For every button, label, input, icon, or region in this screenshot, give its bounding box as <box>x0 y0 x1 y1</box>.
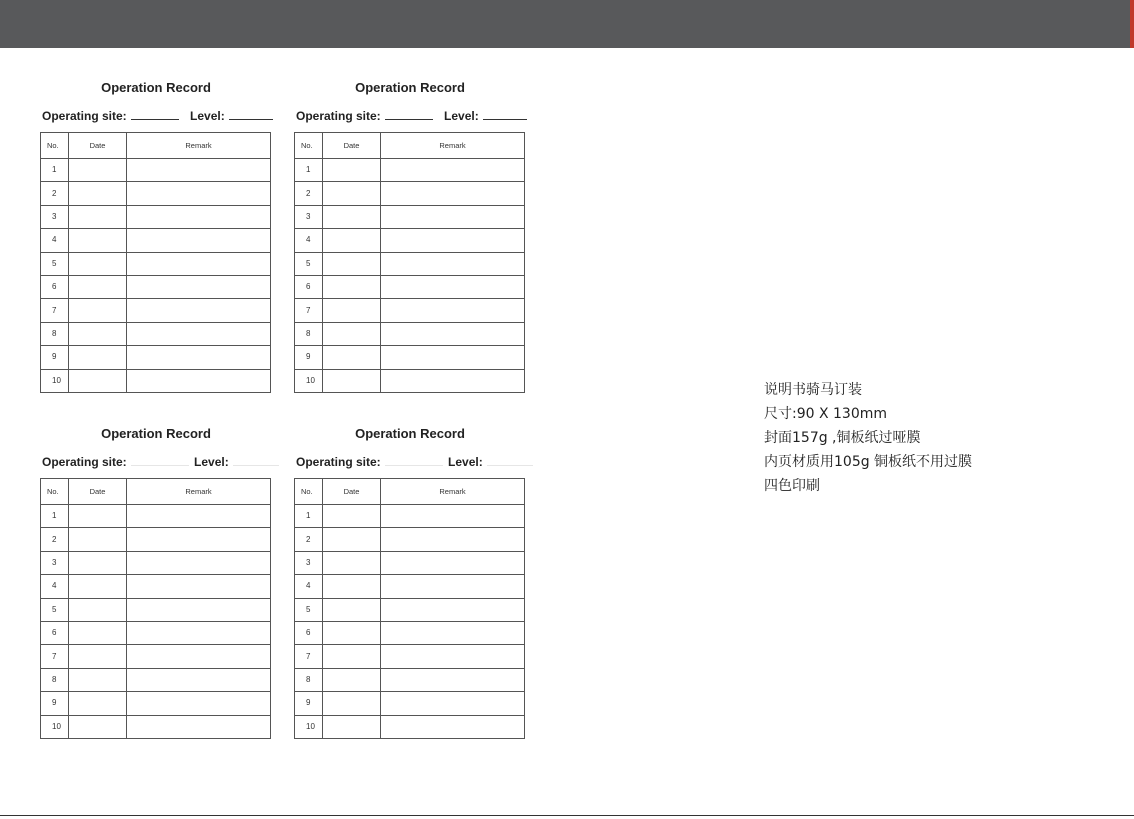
level-label: Level: <box>194 455 229 469</box>
record-fields <box>296 455 526 470</box>
date-cell[interactable] <box>69 299 127 322</box>
row-number: 7 <box>295 299 323 322</box>
table-row <box>41 528 271 551</box>
table-row <box>41 229 271 252</box>
row-number: 2 <box>295 182 323 205</box>
table-row <box>295 322 525 345</box>
row-number: 1 <box>41 159 69 182</box>
remark-cell[interactable] <box>127 252 271 275</box>
date-cell[interactable] <box>323 668 381 691</box>
row-number: 8 <box>295 668 323 691</box>
remark-cell[interactable] <box>127 528 271 551</box>
table-row <box>295 645 525 668</box>
column-header-date: Date <box>69 479 127 505</box>
header-accent-stripe <box>1130 0 1134 48</box>
remark-cell[interactable] <box>127 299 271 322</box>
table-row <box>41 346 271 369</box>
record-fields <box>296 109 526 124</box>
date-cell[interactable] <box>69 369 127 392</box>
column-header-date: Date <box>323 133 381 159</box>
date-cell[interactable] <box>323 715 381 738</box>
remark-cell[interactable] <box>127 205 271 228</box>
operating-site-label: Operating site: <box>42 455 127 469</box>
date-cell[interactable] <box>69 528 127 551</box>
table-row <box>295 692 525 715</box>
record-title: Operation Record <box>355 426 465 441</box>
table-row <box>295 159 525 182</box>
date-cell[interactable] <box>69 252 127 275</box>
remark-cell[interactable] <box>127 715 271 738</box>
column-header-no: No. <box>41 479 69 505</box>
date-cell[interactable] <box>69 346 127 369</box>
row-number: 5 <box>41 252 69 275</box>
remark-cell[interactable] <box>127 229 271 252</box>
row-number: 4 <box>41 575 69 598</box>
level-label: Level: <box>448 455 483 469</box>
remark-cell[interactable] <box>381 505 525 528</box>
row-number: 10 <box>295 715 323 738</box>
column-header-no: No. <box>295 133 323 159</box>
remark-cell[interactable] <box>127 668 271 691</box>
row-number: 8 <box>41 322 69 345</box>
row-number: 9 <box>41 346 69 369</box>
row-number: 6 <box>41 275 69 298</box>
date-cell[interactable] <box>69 551 127 574</box>
table-header-row <box>41 479 271 505</box>
bottom-divider <box>0 815 1134 816</box>
row-number: 4 <box>41 229 69 252</box>
row-number: 10 <box>41 369 69 392</box>
date-cell[interactable] <box>323 528 381 551</box>
date-cell[interactable] <box>323 229 381 252</box>
remark-cell[interactable] <box>127 575 271 598</box>
row-number: 9 <box>295 346 323 369</box>
record-fields <box>42 109 272 124</box>
record-title: Operation Record <box>101 426 211 441</box>
table-row <box>41 598 271 621</box>
date-cell[interactable] <box>323 182 381 205</box>
remark-cell[interactable] <box>381 299 525 322</box>
remark-cell[interactable] <box>127 322 271 345</box>
table-row <box>295 346 525 369</box>
row-number: 8 <box>295 322 323 345</box>
level-blank[interactable] <box>483 109 527 120</box>
remark-cell[interactable] <box>127 275 271 298</box>
remark-cell[interactable] <box>127 551 271 574</box>
table-row <box>41 715 271 738</box>
column-header-date: Date <box>323 479 381 505</box>
row-number: 2 <box>295 528 323 551</box>
row-number: 6 <box>295 275 323 298</box>
operating-site-label: Operating site: <box>42 109 127 123</box>
table-header-row <box>41 133 271 159</box>
record-table <box>40 478 271 739</box>
table-row <box>41 182 271 205</box>
remark-cell[interactable] <box>381 252 525 275</box>
table-row <box>295 252 525 275</box>
date-cell[interactable] <box>323 369 381 392</box>
row-number: 1 <box>295 159 323 182</box>
date-cell[interactable] <box>323 645 381 668</box>
table-row <box>295 299 525 322</box>
date-cell[interactable] <box>69 229 127 252</box>
date-cell[interactable] <box>323 252 381 275</box>
spec-size: 尺寸:90 X 130mm <box>764 406 888 422</box>
row-number: 5 <box>41 598 69 621</box>
date-cell[interactable] <box>323 346 381 369</box>
table-row <box>295 275 525 298</box>
date-cell[interactable] <box>69 645 127 668</box>
spec-binding: 说明书骑马订装 <box>764 382 862 398</box>
date-cell[interactable] <box>69 505 127 528</box>
level-blank[interactable] <box>487 455 533 466</box>
table-row <box>41 668 271 691</box>
table-row <box>41 369 271 392</box>
remark-cell[interactable] <box>381 528 525 551</box>
column-header-date: Date <box>69 133 127 159</box>
remark-cell[interactable] <box>127 621 271 644</box>
row-number: 5 <box>295 598 323 621</box>
remark-cell[interactable] <box>381 715 525 738</box>
date-cell[interactable] <box>69 182 127 205</box>
date-cell[interactable] <box>323 275 381 298</box>
remark-cell[interactable] <box>381 668 525 691</box>
table-row <box>295 528 525 551</box>
row-number: 4 <box>295 575 323 598</box>
remark-cell[interactable] <box>381 598 525 621</box>
level-label: Level: <box>444 109 479 123</box>
table-row <box>295 551 525 574</box>
remark-cell[interactable] <box>127 369 271 392</box>
date-cell[interactable] <box>323 159 381 182</box>
date-cell[interactable] <box>323 598 381 621</box>
top-header-bar <box>0 0 1134 48</box>
table-header-row <box>295 133 525 159</box>
date-cell[interactable] <box>69 205 127 228</box>
row-number: 7 <box>41 645 69 668</box>
operating-site-blank[interactable] <box>131 109 179 120</box>
remark-cell[interactable] <box>127 645 271 668</box>
column-header-no: No. <box>295 479 323 505</box>
date-cell[interactable] <box>323 322 381 345</box>
remark-cell[interactable] <box>381 205 525 228</box>
remark-cell[interactable] <box>381 551 525 574</box>
spec-cover-paper: 封面157g ,铜板纸过哑膜 <box>764 430 921 446</box>
row-number: 3 <box>41 551 69 574</box>
record-fields <box>42 455 272 470</box>
date-cell[interactable] <box>69 575 127 598</box>
remark-cell[interactable] <box>381 182 525 205</box>
column-header-remark: Remark <box>127 133 271 159</box>
table-row <box>295 598 525 621</box>
remark-cell[interactable] <box>381 621 525 644</box>
remark-cell[interactable] <box>381 346 525 369</box>
remark-cell[interactable] <box>127 598 271 621</box>
remark-cell[interactable] <box>127 346 271 369</box>
row-number: 1 <box>295 505 323 528</box>
operating-site-blank[interactable] <box>385 455 443 466</box>
table-row <box>41 575 271 598</box>
remark-cell[interactable] <box>381 575 525 598</box>
table-row <box>295 575 525 598</box>
row-number: 6 <box>295 621 323 644</box>
row-number: 7 <box>41 299 69 322</box>
date-cell[interactable] <box>323 621 381 644</box>
spec-print-color: 四色印刷 <box>764 478 820 494</box>
row-number: 10 <box>295 369 323 392</box>
table-row <box>41 159 271 182</box>
date-cell[interactable] <box>323 551 381 574</box>
operating-site-blank[interactable] <box>131 455 189 466</box>
column-header-remark: Remark <box>127 479 271 505</box>
operating-site-blank[interactable] <box>385 109 433 120</box>
remark-cell[interactable] <box>127 182 271 205</box>
row-number: 6 <box>41 621 69 644</box>
table-row <box>41 692 271 715</box>
date-cell[interactable] <box>69 715 127 738</box>
print-spec-notes <box>764 378 972 498</box>
remark-cell[interactable] <box>127 159 271 182</box>
record-table <box>294 478 525 739</box>
row-number: 3 <box>295 205 323 228</box>
date-cell[interactable] <box>323 505 381 528</box>
table-row <box>41 322 271 345</box>
remark-cell[interactable] <box>381 645 525 668</box>
row-number: 4 <box>295 229 323 252</box>
record-title: Operation Record <box>101 80 211 95</box>
date-cell[interactable] <box>323 299 381 322</box>
column-header-no: No. <box>41 133 69 159</box>
row-number: 10 <box>41 715 69 738</box>
table-row <box>41 252 271 275</box>
table-row <box>295 715 525 738</box>
date-cell[interactable] <box>69 692 127 715</box>
level-blank[interactable] <box>233 455 279 466</box>
row-number: 5 <box>295 252 323 275</box>
date-cell[interactable] <box>69 598 127 621</box>
table-row <box>295 668 525 691</box>
column-header-remark: Remark <box>381 479 525 505</box>
date-cell[interactable] <box>69 159 127 182</box>
operating-site-label: Operating site: <box>296 455 381 469</box>
date-cell[interactable] <box>323 692 381 715</box>
record-title: Operation Record <box>355 80 465 95</box>
table-row <box>41 645 271 668</box>
remark-cell[interactable] <box>381 322 525 345</box>
table-row <box>41 299 271 322</box>
table-row <box>295 505 525 528</box>
remark-cell[interactable] <box>127 505 271 528</box>
table-row <box>41 505 271 528</box>
row-number: 7 <box>295 645 323 668</box>
table-row <box>41 621 271 644</box>
remark-cell[interactable] <box>381 159 525 182</box>
remark-cell[interactable] <box>381 229 525 252</box>
row-number: 1 <box>41 505 69 528</box>
table-row <box>41 551 271 574</box>
remark-cell[interactable] <box>381 275 525 298</box>
table-row <box>295 229 525 252</box>
row-number: 9 <box>295 692 323 715</box>
level-blank[interactable] <box>229 109 273 120</box>
row-number: 2 <box>41 528 69 551</box>
record-table <box>40 132 271 393</box>
column-header-remark: Remark <box>381 133 525 159</box>
table-row <box>41 205 271 228</box>
row-number: 2 <box>41 182 69 205</box>
row-number: 3 <box>41 205 69 228</box>
table-row <box>295 621 525 644</box>
date-cell[interactable] <box>69 275 127 298</box>
date-cell[interactable] <box>323 575 381 598</box>
remark-cell[interactable] <box>381 692 525 715</box>
remark-cell[interactable] <box>127 692 271 715</box>
date-cell[interactable] <box>69 668 127 691</box>
remark-cell[interactable] <box>381 369 525 392</box>
row-number: 3 <box>295 551 323 574</box>
table-row <box>295 182 525 205</box>
table-row <box>295 369 525 392</box>
record-table <box>294 132 525 393</box>
date-cell[interactable] <box>69 621 127 644</box>
row-number: 9 <box>41 692 69 715</box>
level-label: Level: <box>190 109 225 123</box>
spec-inner-paper: 内页材质用105g 铜板纸不用过膜 <box>764 454 973 470</box>
row-number: 8 <box>41 668 69 691</box>
operating-site-label: Operating site: <box>296 109 381 123</box>
date-cell[interactable] <box>69 322 127 345</box>
table-header-row <box>295 479 525 505</box>
table-row <box>41 275 271 298</box>
date-cell[interactable] <box>323 205 381 228</box>
table-row <box>295 205 525 228</box>
